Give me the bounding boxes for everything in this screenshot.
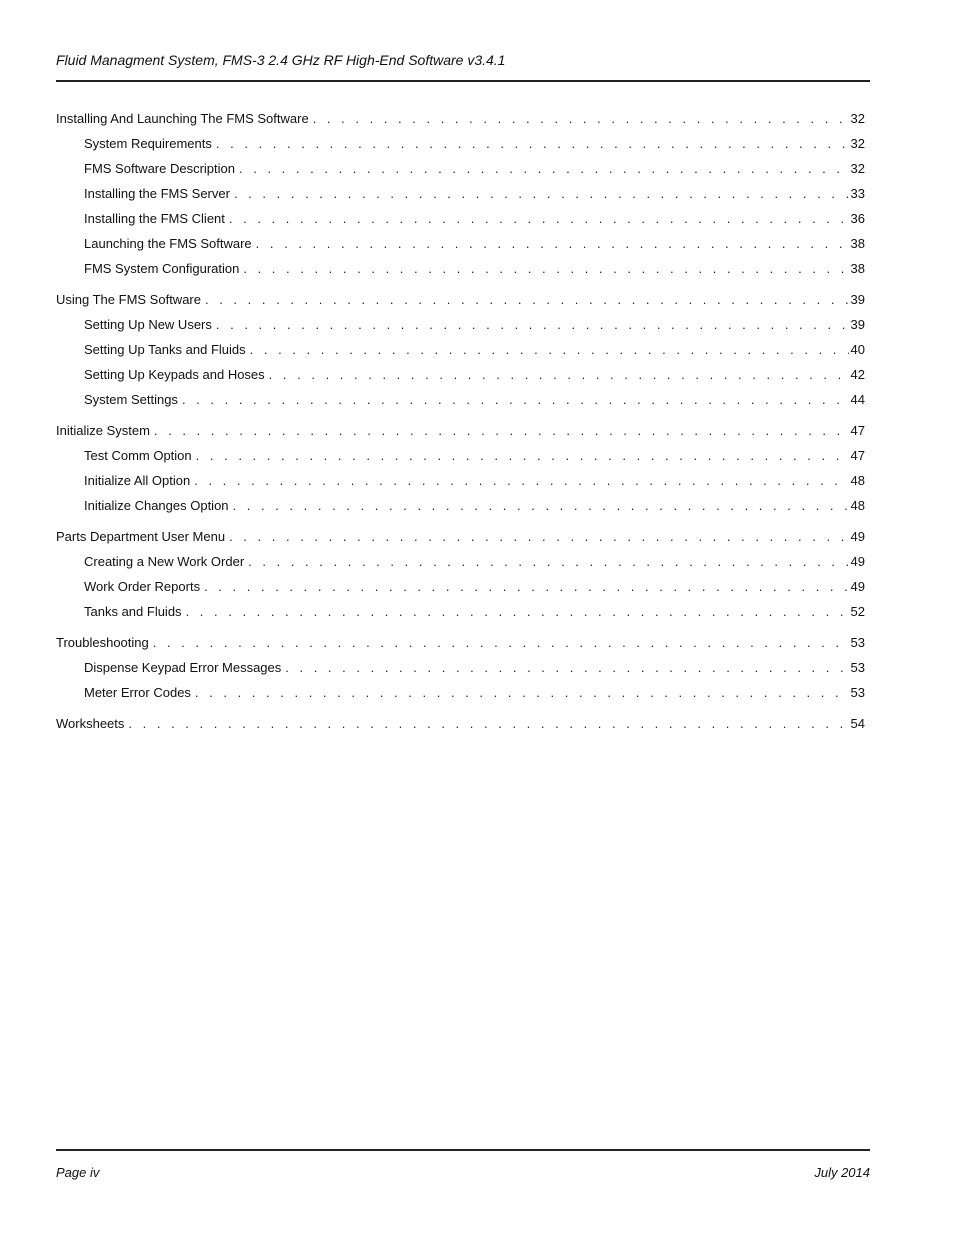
- toc-dot-leader: [243, 256, 848, 281]
- toc-entry-page-number: 54: [850, 716, 865, 731]
- toc-entry-label: FMS System Configuration: [84, 261, 240, 276]
- toc-entry-page-number: 42: [850, 367, 865, 382]
- toc-entry-label: Dispense Keypad Error Messages: [84, 660, 282, 675]
- footer-page-label: Page iv: [56, 1165, 100, 1180]
- toc-dot-leader: [182, 387, 849, 412]
- toc-entry-page-number: 48: [850, 473, 865, 488]
- toc-entry-label: Test Comm Option: [84, 448, 192, 463]
- toc-entry-label: System Settings: [84, 392, 178, 407]
- toc-subsection-entry[interactable]: [56, 655, 865, 680]
- toc-entry-page-number: 47: [850, 423, 865, 438]
- toc-entry-page-number: 47: [850, 448, 865, 463]
- toc-entry-label: Using The FMS Software: [56, 292, 201, 307]
- toc-dot-leader: [239, 156, 849, 181]
- toc-subsection-entry[interactable]: [56, 181, 865, 206]
- toc-dot-leader: [154, 418, 849, 443]
- toc-section-entry[interactable]: [56, 287, 865, 312]
- toc-section-entry[interactable]: [56, 418, 865, 443]
- toc-entry-label: Tanks and Fluids: [84, 604, 182, 619]
- toc-subsection-entry[interactable]: [56, 362, 865, 387]
- toc-dot-leader: [256, 231, 849, 256]
- toc-subsection-entry[interactable]: [56, 312, 865, 337]
- toc-dot-leader: [234, 181, 849, 206]
- toc-dot-leader: [229, 524, 848, 549]
- toc-entry-page-number: 53: [850, 635, 865, 650]
- toc-entry-page-number: 40: [850, 342, 865, 357]
- toc-entry-page-number: 52: [850, 604, 865, 619]
- toc-entry-label: Setting Up Keypads and Hoses: [84, 367, 265, 382]
- toc-entry-page-number: 48: [850, 498, 865, 513]
- toc-dot-leader: [216, 131, 849, 156]
- toc-section-entry[interactable]: [56, 630, 865, 655]
- toc-entry-page-number: 36: [850, 211, 865, 226]
- toc-entry-page-number: 49: [850, 554, 865, 569]
- toc-entry-page-number: 53: [850, 660, 865, 675]
- toc-entry-page-number: 44: [850, 392, 865, 407]
- toc-dot-leader: [248, 549, 848, 574]
- toc-subsection-entry[interactable]: [56, 493, 865, 518]
- toc-entry-page-number: 53: [850, 685, 865, 700]
- toc-section-entry[interactable]: [56, 524, 865, 549]
- toc-entry-label: Installing the FMS Server: [84, 186, 230, 201]
- toc-entry-label: Setting Up New Users: [84, 317, 212, 332]
- toc-dot-leader: [195, 680, 849, 705]
- toc-entry-page-number: 49: [850, 579, 865, 594]
- table-of-contents: [56, 106, 865, 736]
- toc-entry-label: Installing And Launching The FMS Software: [56, 111, 309, 126]
- toc-entry-page-number: 32: [850, 161, 865, 176]
- toc-subsection-entry[interactable]: [56, 574, 865, 599]
- toc-subsection-entry[interactable]: [56, 131, 865, 156]
- document-header-title: Fluid Managment System, FMS-3 2.4 GHz RF High-End Software v3.4.1: [56, 52, 506, 68]
- toc-subsection-entry[interactable]: [56, 256, 865, 281]
- toc-entry-label: FMS Software Description: [84, 161, 235, 176]
- toc-dot-leader: [229, 206, 849, 231]
- toc-entry-label: Parts Department User Menu: [56, 529, 226, 544]
- toc-dot-leader: [285, 655, 848, 680]
- toc-subsection-entry[interactable]: [56, 468, 865, 493]
- footer-divider: [56, 1149, 870, 1151]
- toc-dot-leader: [269, 362, 849, 387]
- toc-entry-page-number: 39: [850, 317, 865, 332]
- toc-entry-page-number: 49: [850, 529, 865, 544]
- toc-dot-leader: [153, 630, 849, 655]
- toc-entry-label: Initialize Changes Option: [84, 498, 229, 513]
- toc-dot-leader: [216, 312, 849, 337]
- toc-entry-label: Setting Up Tanks and Fluids: [84, 342, 246, 357]
- footer-date: July 2014: [814, 1165, 870, 1180]
- toc-subsection-entry[interactable]: [56, 156, 865, 181]
- toc-entry-label: Worksheets: [56, 716, 125, 731]
- toc-entry-page-number: 38: [850, 261, 865, 276]
- toc-dot-leader: [196, 443, 849, 468]
- toc-entry-label: Initialize All Option: [84, 473, 191, 488]
- toc-subsection-entry[interactable]: [56, 599, 865, 624]
- toc-section-entry[interactable]: [56, 106, 865, 131]
- toc-dot-leader: [194, 468, 848, 493]
- toc-subsection-entry[interactable]: [56, 206, 865, 231]
- toc-subsection-entry[interactable]: [56, 549, 865, 574]
- toc-dot-leader: [250, 337, 849, 362]
- toc-subsection-entry[interactable]: [56, 680, 865, 705]
- toc-entry-label: System Requirements: [84, 136, 212, 151]
- header-divider: [56, 80, 870, 82]
- toc-section-entry[interactable]: [56, 711, 865, 736]
- toc-entry-label: Initialize System: [56, 423, 150, 438]
- toc-entry-page-number: 38: [850, 236, 865, 251]
- toc-entry-label: Meter Error Codes: [84, 685, 191, 700]
- toc-subsection-entry[interactable]: [56, 231, 865, 256]
- toc-entry-label: Troubleshooting: [56, 635, 149, 650]
- toc-entry-label: Work Order Reports: [84, 579, 201, 594]
- toc-dot-leader: [313, 106, 849, 131]
- toc-entry-label: Installing the FMS Client: [84, 211, 225, 226]
- toc-dot-leader: [205, 287, 849, 312]
- toc-subsection-entry[interactable]: [56, 337, 865, 362]
- toc-subsection-entry[interactable]: [56, 387, 865, 412]
- toc-subsection-entry[interactable]: [56, 443, 865, 468]
- toc-entry-page-number: 32: [850, 111, 865, 126]
- toc-dot-leader: [204, 574, 848, 599]
- toc-dot-leader: [233, 493, 849, 518]
- toc-entry-label: Creating a New Work Order: [84, 554, 245, 569]
- toc-entry-page-number: 33: [850, 186, 865, 201]
- toc-entry-page-number: 39: [850, 292, 865, 307]
- toc-dot-leader: [128, 711, 848, 736]
- toc-entry-page-number: 32: [850, 136, 865, 151]
- toc-dot-leader: [186, 599, 849, 624]
- toc-entry-label: Launching the FMS Software: [84, 236, 252, 251]
